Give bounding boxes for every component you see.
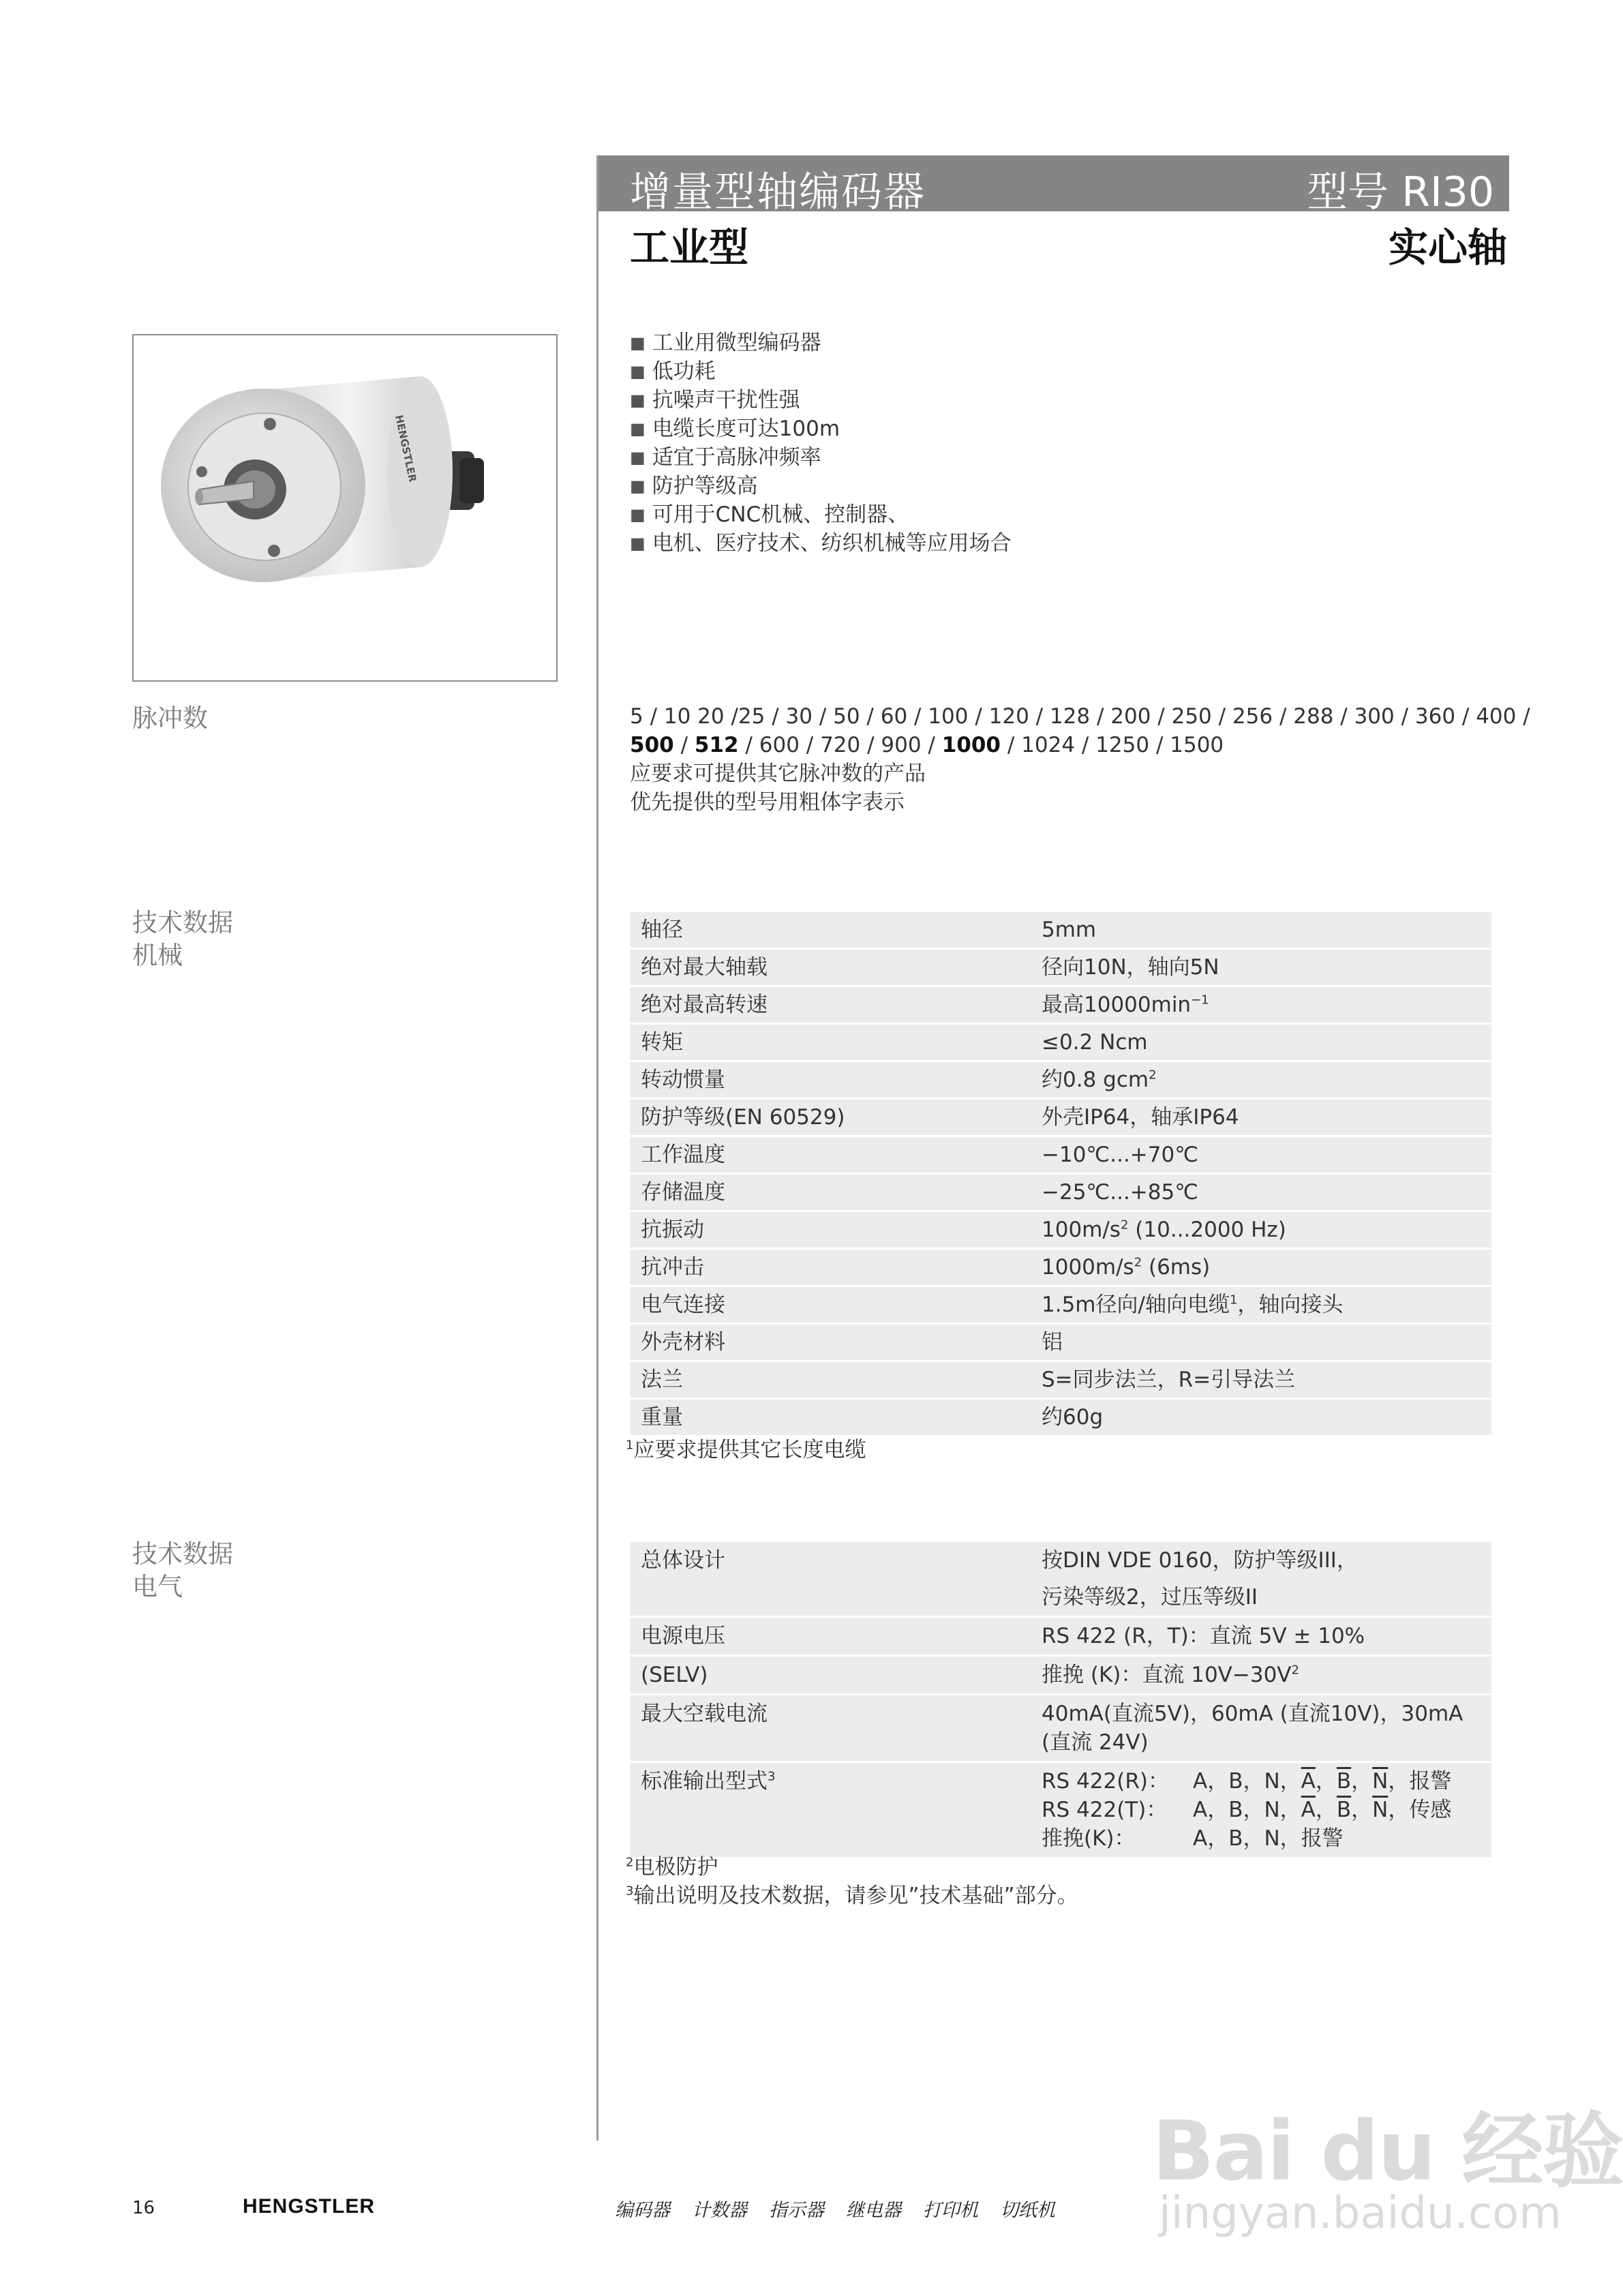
table-row xyxy=(630,1399,1491,1436)
table-key: 转矩 xyxy=(630,1024,1031,1061)
pulse-label: 脉冲数 xyxy=(132,704,208,733)
pulse-note-1: 应要求可提供其它脉冲数的产品 xyxy=(630,761,926,786)
footer-nav-item: 计数器 xyxy=(692,2200,747,2221)
table-value: ≤0.2 Ncm xyxy=(1031,1024,1491,1061)
table-row xyxy=(630,1061,1491,1099)
table-value: 铝 xyxy=(1031,1324,1491,1361)
table-row xyxy=(630,1024,1491,1061)
output-type: RS 422(R)： xyxy=(1042,1769,1169,1794)
mechanical-label: 技术数据 机械 xyxy=(132,908,233,970)
table-value: S=同步法兰，R=引导法兰 xyxy=(1031,1361,1491,1399)
list-item: ■ 可用于CNC机械、控制器、 xyxy=(630,500,1012,529)
mechanical-footnote: $^1$应要求提供其它长度电缆 xyxy=(626,1438,866,1462)
list-item: ■ 适宜于高脉冲频率 xyxy=(630,443,1012,472)
electrical-label: 技术数据 电气 xyxy=(132,1539,233,1601)
product-image xyxy=(132,334,558,682)
table-key: 绝对最大轴载 xyxy=(630,949,1031,986)
table-row xyxy=(630,1174,1491,1211)
table-key: 电源电压 xyxy=(630,1617,1031,1656)
pulse-line-1: 5 / 10 20 /25 / 30 / 50 / 60 / 100 / 120 / 128 / 200 / 250 / 256 / 288 / 300 / 360 / 400 / xyxy=(630,704,1530,729)
output-signals: A，B，N，$\overline{A}$，$\overline{B}$，$\overline{N}$，传感 xyxy=(1193,1798,1452,1822)
table-key: (SELV) xyxy=(630,1656,1031,1695)
output-signals: A，B，N，$\overline{A}$，$\overline{B}$，$\overline{N}$，报警 xyxy=(1193,1769,1452,1794)
page-title: 增量型轴编码器 xyxy=(630,168,926,216)
table-row xyxy=(630,1762,1491,1858)
table-key: 存储温度 xyxy=(630,1174,1031,1211)
table-key: 重量 xyxy=(630,1399,1031,1436)
list-item: ■ 防护等级高 xyxy=(630,472,1012,500)
electrical-table xyxy=(630,1542,1491,1859)
table-row xyxy=(630,949,1491,986)
feature-list xyxy=(630,329,1012,558)
output-signals: A，B，N，报警 xyxy=(1193,1826,1344,1851)
list-item: ■ 电机、医疗技术、纺织机械等应用场合 xyxy=(630,529,1012,558)
table-value: $100m/s^2$ (10...2000 Hz) xyxy=(1031,1211,1491,1249)
table-key: 转动惯量 xyxy=(630,1061,1031,1099)
table-key: 抗冲击 xyxy=(630,1249,1031,1286)
table-value: −10℃...+70℃ xyxy=(1031,1136,1491,1174)
table-value: RS 422 (R，T)：直流 5V ± 10% xyxy=(1031,1617,1491,1656)
page-number: 16 xyxy=(132,2198,155,2218)
footer-nav-item: 打印机 xyxy=(923,2200,978,2221)
footer-nav-item: 编码器 xyxy=(615,2200,670,2221)
table-row xyxy=(630,1361,1491,1399)
table-key: 总体设计 xyxy=(630,1542,1031,1617)
table-value: 按DIN VDE 0160，防护等级III， 污染等级2，过压等级II xyxy=(1031,1542,1491,1617)
table-row xyxy=(630,1324,1491,1361)
footer-nav-item: 继电器 xyxy=(846,2200,901,2221)
pulse-values xyxy=(630,702,1530,817)
table-row xyxy=(630,1099,1491,1136)
table-row xyxy=(630,912,1491,949)
table-key: 抗振动 xyxy=(630,1211,1031,1249)
list-item: ■ 工业用微型编码器 xyxy=(630,329,1012,357)
table-key: 法兰 xyxy=(630,1361,1031,1399)
brand-logo: HENGSTLER xyxy=(243,2195,376,2218)
table-key: 绝对最高转速 xyxy=(630,986,1031,1024)
model-number: 型号 RI30 xyxy=(1307,168,1494,216)
table-row xyxy=(630,986,1491,1024)
watermark-url: jingyan.baidu.com xyxy=(1159,2188,1562,2239)
table-value: $1000m/s^2$ (6ms) xyxy=(1031,1249,1491,1286)
column-divider xyxy=(596,155,598,2141)
footer-nav-item: 切纸机 xyxy=(1000,2200,1055,2221)
table-row xyxy=(630,1286,1491,1324)
table-value: 1.5m径向/轴向电缆$^1$，轴向接头 xyxy=(1031,1286,1491,1324)
table-row xyxy=(630,1249,1491,1286)
pulse-line-2: 500 / 512 / 600 / 720 / 900 / 1000 / 1024 / 1250 / 1500 xyxy=(630,733,1224,757)
table-value: 径向10N，轴向5N xyxy=(1031,949,1491,986)
watermark-logo: Bai du 经验 xyxy=(1152,2104,1623,2199)
table-value xyxy=(1031,1762,1491,1858)
table-value: 约60g xyxy=(1031,1399,1491,1436)
footer-nav-item: 指示器 xyxy=(769,2200,824,2221)
table-value: 外壳IP64，轴承IP64 xyxy=(1031,1099,1491,1136)
table-key: 防护等级(EN 60529) xyxy=(630,1099,1031,1136)
table-value: 推挽 (K)：直流 $10V-30V^2$ xyxy=(1031,1656,1491,1695)
subtitle: 工业型 xyxy=(630,224,749,271)
table-key: 标准输出型式$^3$ xyxy=(630,1762,1031,1858)
table-value: 约0.8 gcm$^2$ xyxy=(1031,1061,1491,1099)
list-item: ■ 抗噪声干扰性强 xyxy=(630,386,1012,414)
table-key: 电气连接 xyxy=(630,1286,1031,1324)
table-value: 最高$10000\min^{-1}$ xyxy=(1031,986,1491,1024)
table-key: 外壳材料 xyxy=(630,1324,1031,1361)
mechanical-table xyxy=(630,912,1491,1437)
title-bar xyxy=(598,155,1509,216)
table-value: 5mm xyxy=(1031,912,1491,949)
table-key: 最大空载电流 xyxy=(630,1695,1031,1762)
output-types xyxy=(1042,1767,1491,1853)
table-value: 40mA(直流5V)，60mA (直流10V)，30mA (直流 24V) xyxy=(1031,1695,1491,1762)
pulse-note-2: 优先提供的型号用粗体字表示 xyxy=(630,790,905,815)
table-row xyxy=(630,1542,1491,1617)
table-key: 轴径 xyxy=(630,912,1031,949)
table-row xyxy=(630,1695,1491,1762)
output-type: 推挽(K)： xyxy=(1042,1826,1136,1851)
table-row xyxy=(630,1617,1491,1656)
product-brand-label: HENGSTLER xyxy=(393,414,419,483)
list-item: ■ 低功耗 xyxy=(630,357,1012,386)
footer-nav xyxy=(615,2195,1055,2222)
table-key: 工作温度 xyxy=(630,1136,1031,1174)
table-row xyxy=(630,1136,1491,1174)
table-row xyxy=(630,1211,1491,1249)
list-item: ■ 电缆长度可达100m xyxy=(630,414,1012,443)
shaft-type: 实心轴 xyxy=(1388,224,1507,271)
table-value: −25℃...+85℃ xyxy=(1031,1174,1491,1211)
output-type: RS 422(T)： xyxy=(1042,1798,1168,1822)
table-row xyxy=(630,1656,1491,1695)
electrical-footnotes: $^2$电极防护 $^3$输出说明及技术数据，请参见”技术基础”部分。 xyxy=(626,1855,1078,1908)
